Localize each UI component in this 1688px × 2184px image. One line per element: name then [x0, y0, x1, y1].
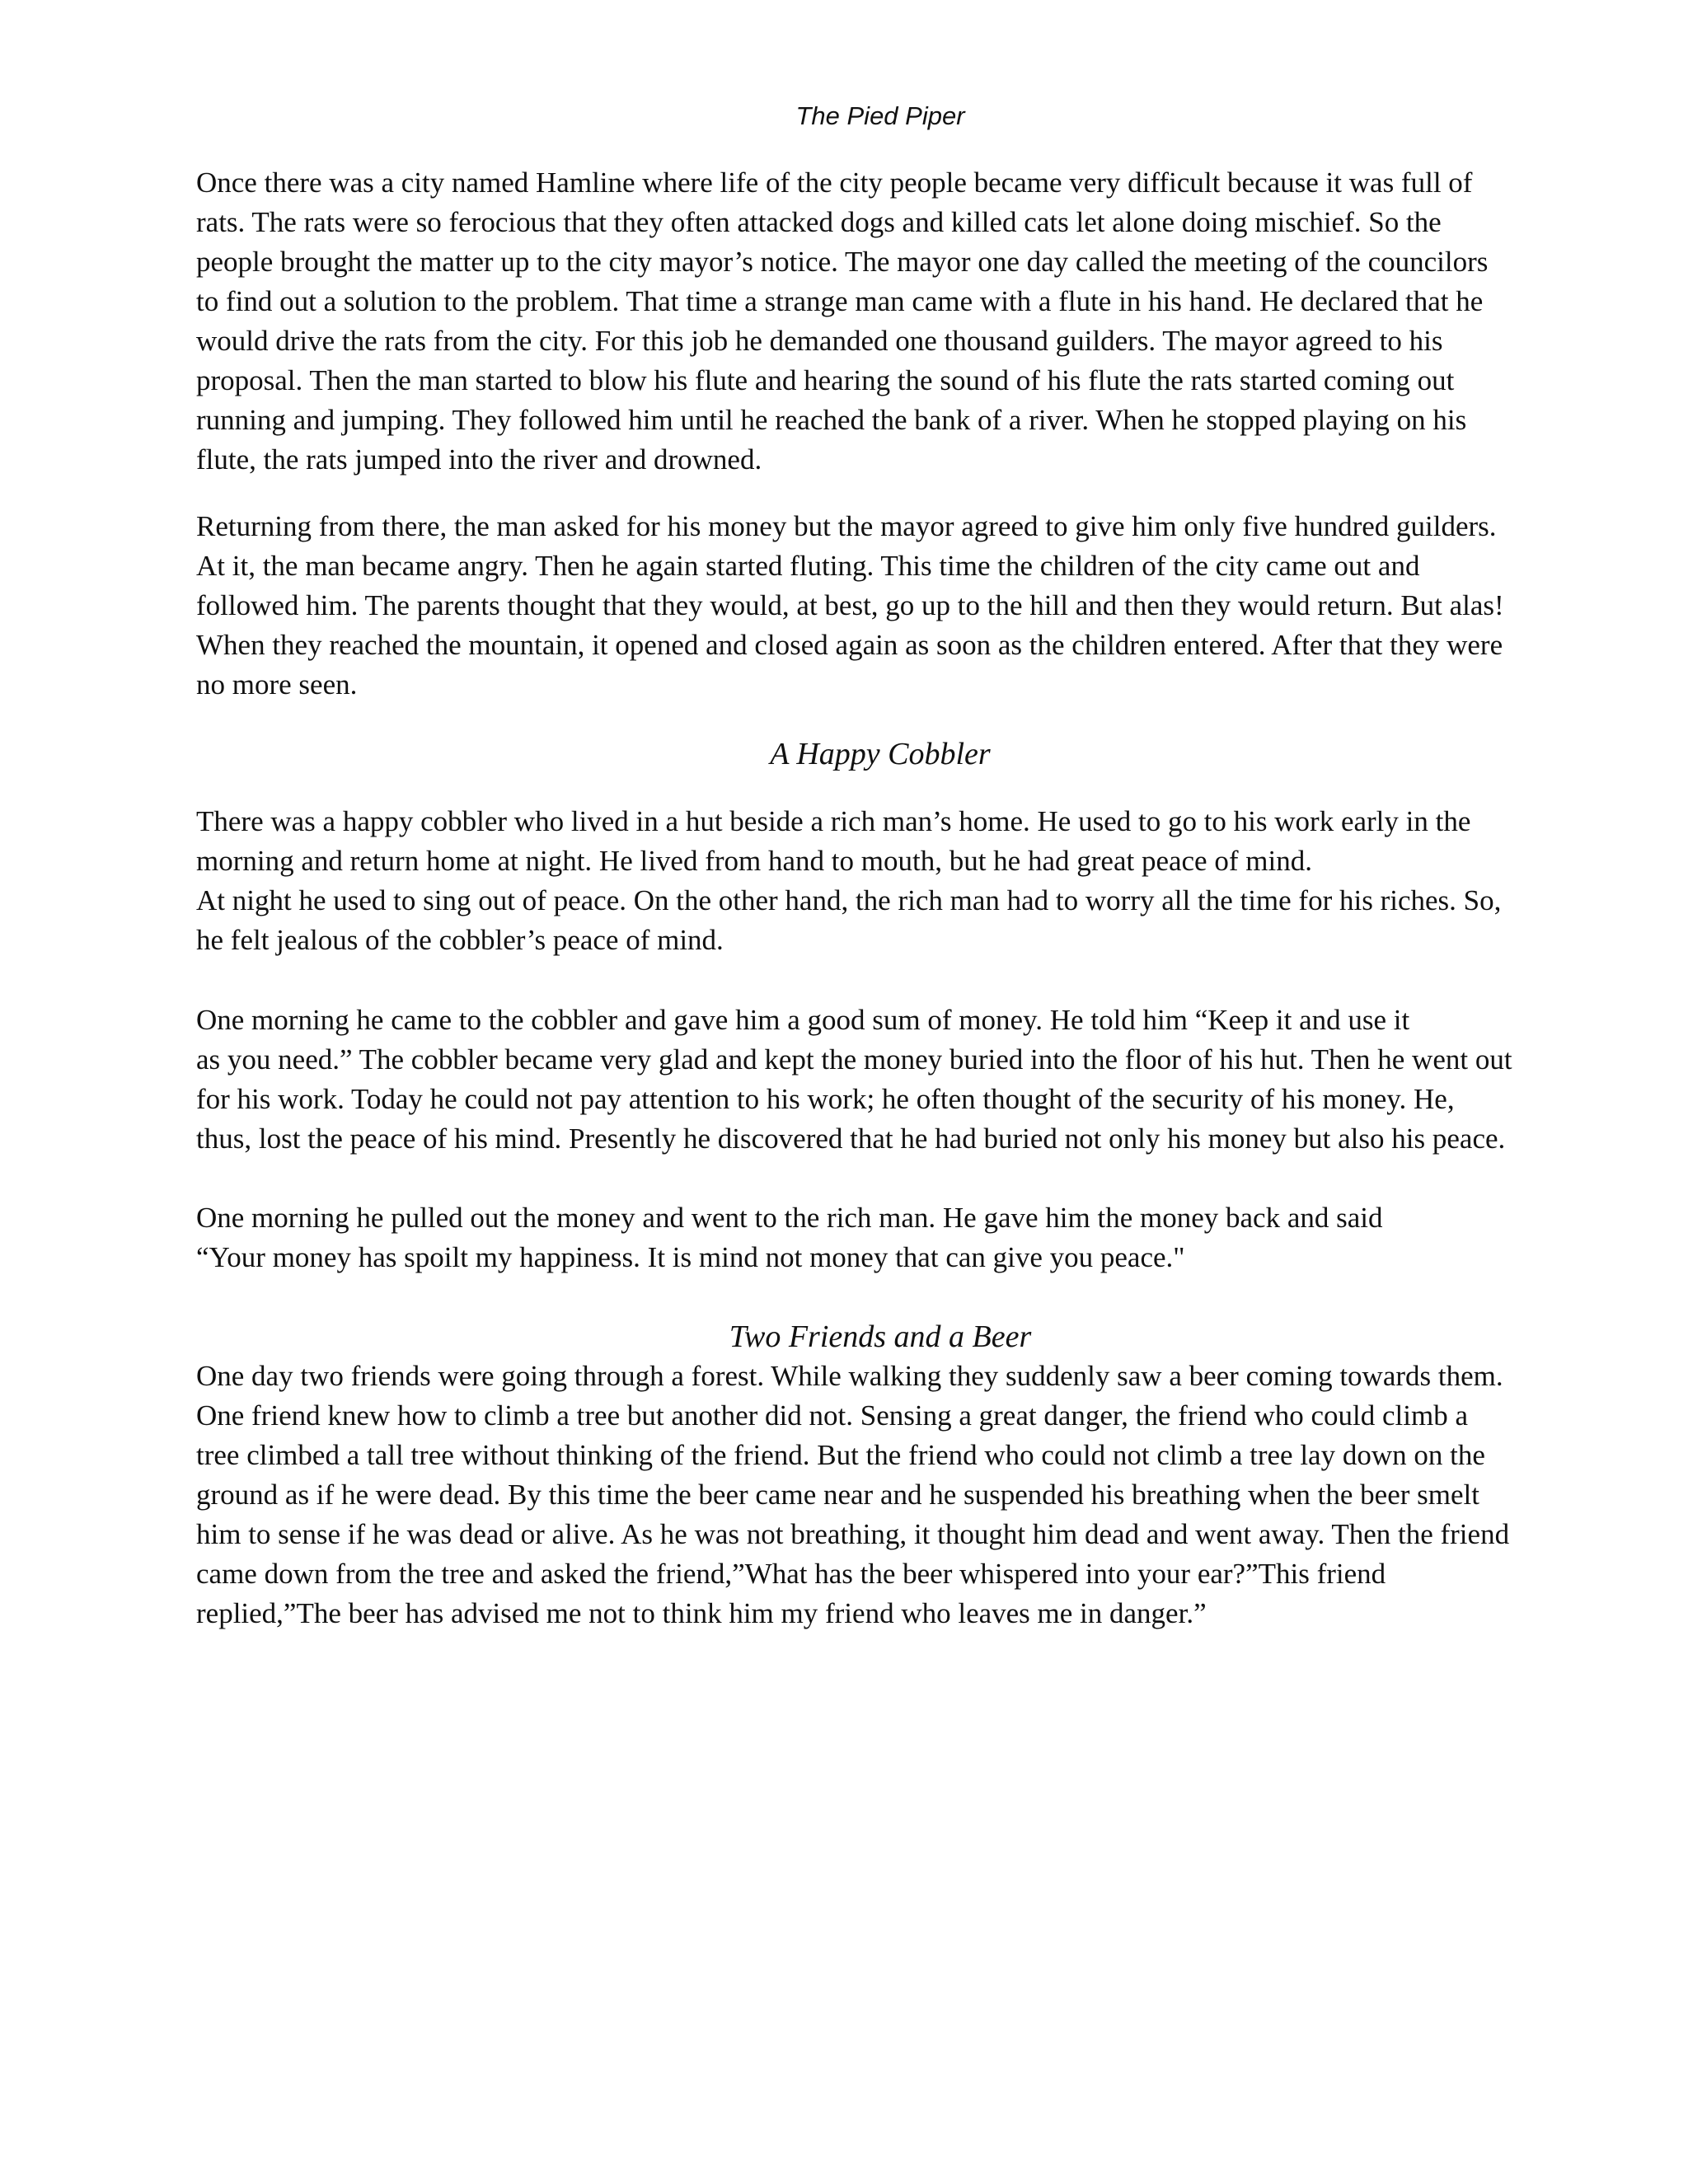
text-line: replied,”The beer has advised me not to think him my friend who leaves me in danger.” [196, 1597, 1207, 1629]
text-line: At night he used to sing out of peace. On the other hand, the rich man had to worry all the time for his riches. So, [196, 884, 1502, 916]
story-title: A Happy Cobbler [770, 737, 991, 771]
text-line: One morning he came to the cobbler and gave him a good sum of money. He told him “Keep it and use it [196, 1004, 1410, 1036]
text-line: Returning from there, the man asked for his money but the mayor agreed to give him only five hundred guilders. [196, 510, 1497, 542]
text-line: came down from the tree and asked the friend,”What has the beer whispered into your ear?”This friend [196, 1558, 1386, 1590]
text-line: One morning he pulled out the money and went to the rich man. He gave him the money back and said [196, 1202, 1383, 1234]
story-title: The Pied Piper [795, 101, 965, 130]
text-line: tree climbed a tall tree without thinking of the friend. But the friend who could not climb a tree lay down on the [196, 1439, 1485, 1471]
text-line: ground as if he were dead. By this time the beer came near and he suspended his breathing when the beer smelt [196, 1479, 1479, 1511]
text-line: for his work. Today he could not pay attention to his work; he often thought of the security of his money. He, [196, 1083, 1455, 1115]
text-line: people brought the matter up to the city mayor’s notice. The mayor one day called the meeting of the councilors [196, 246, 1489, 278]
text-line: proposal. Then the man started to blow his flute and hearing the sound of his flute the rats started coming out [196, 364, 1455, 396]
text-line: running and jumping. They followed him until he reached the bank of a river. When he stopped playing on his [196, 404, 1467, 436]
text-line: him to sense if he was dead or alive. As he was not breathing, it thought him dead and went away. Then the friend [196, 1518, 1510, 1550]
text-line: One day two friends were going through a forest. While walking they suddenly saw a beer coming towards them. [196, 1360, 1503, 1392]
text-line: no more seen. [196, 668, 358, 701]
text-line: flute, the rats jumped into the river and drowned. [196, 443, 762, 476]
text-line: At it, the man became angry. Then he again started fluting. This time the children of the city came out and [196, 550, 1420, 582]
text-line: morning and return home at night. He lived from hand to mouth, but he had great peace of mind. [196, 845, 1312, 877]
text-line: would drive the rats from the city. For this job he demanded one thousand guilders. The mayor agreed to his [196, 325, 1443, 357]
text-line: thus, lost the peace of his mind. Presently he discovered that he had buried not only his money but also his peace. [196, 1122, 1506, 1155]
text-line: followed him. The parents thought that they would, at best, go up to the hill and then they would return. But alas! [196, 589, 1504, 621]
text-line: When they reached the mountain, it opened and closed again as soon as the children entered. After that they were [196, 629, 1503, 661]
text-line: Once there was a city named Hamline where life of the city people became very difficult because it was full of [196, 166, 1473, 199]
text-line: There was a happy cobbler who lived in a hut beside a rich man’s home. He used to go to his work early in the [196, 805, 1471, 837]
text-line: to find out a solution to the problem. That time a strange man came with a flute in his hand. He declared that he [196, 285, 1484, 317]
text-line: as you need.” The cobbler became very glad and kept the money buried into the floor of his hut. Then he went out [196, 1043, 1512, 1076]
text-line: “Your money has spoilt my happiness. It is mind not money that can give you peace." [196, 1241, 1185, 1273]
text-line: rats. The rats were so ferocious that they often attacked dogs and killed cats let alone doing mischief. So the [196, 206, 1442, 238]
text-line: he felt jealous of the cobbler’s peace of mind. [196, 924, 724, 956]
text-line: One friend knew how to climb a tree but another did not. Sensing a great danger, the friend who could climb a [196, 1399, 1469, 1432]
story-title: Two Friends and a Beer [729, 1319, 1032, 1354]
